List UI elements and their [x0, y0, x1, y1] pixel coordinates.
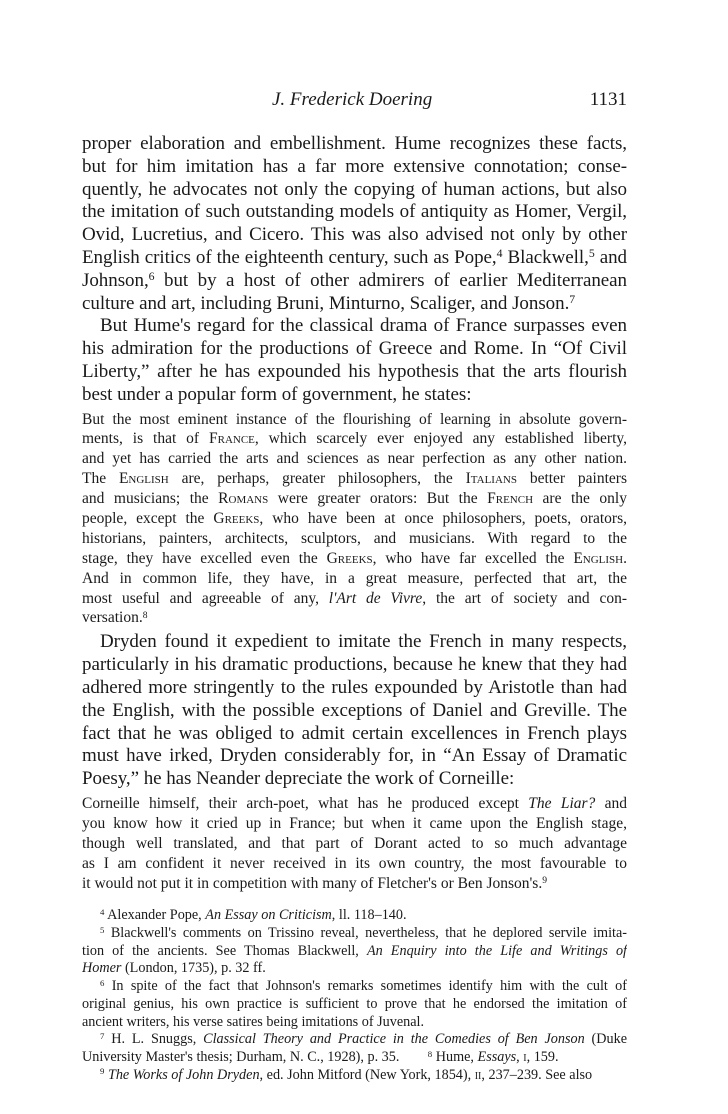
quote-line: The English are, perhaps, greater philosophers, the Italians better painters [82, 470, 627, 488]
footnote-ref: 5 [588, 247, 595, 261]
body-line: fact that he was obliged to admit certain excellences in French plays [82, 722, 627, 744]
block-quote-dryden [82, 794, 627, 893]
body-line: proper elaboration and embellishment. Hume recognizes these facts, [82, 133, 627, 154]
body-line: particularly in his dramatic productions, because he knew that they had [82, 654, 627, 676]
quote-line: Corneille himself, their arch-poet, what has he produced except The Liar? and [82, 794, 627, 812]
body-line: but for him imitation has a far more extensive connotation; conse- [82, 155, 627, 177]
footnote-ref: 9 [542, 874, 548, 886]
footnote-ref: 7 [569, 292, 576, 306]
page-body [82, 133, 627, 1084]
footnote-7: $^7$ H. L. Snuggs, Classical Theory and Practice in the Comedies of Ben Jonson (Duke [100, 1031, 627, 1048]
body-line: must have irked, Dryden considerably for, in “An Essay of Dramatic [82, 745, 627, 767]
footnote-line: ancient writers, his verse satires being imitations of Juvenal. [82, 1013, 424, 1030]
page-number: 1131 [589, 89, 627, 110]
quote-line: And in common life, they have, in a great measure, perfected that art, the [82, 569, 627, 587]
body-line: English critics of the eighteenth century, such as Pope,$^4$ Blackwell,$^5$ and [82, 246, 627, 268]
body-line: culture and art, including Bruni, Minturno, Scaliger, and Jonson.$^7$ [82, 292, 576, 314]
quote-line: historians, painters, architects, sculptors, and musicians. With regard to the [82, 529, 627, 547]
footnote-5: $^5$ Blackwell's comments on Trissino reveal, nevertheless, that he deplored servile imita- [100, 925, 627, 942]
body-line: the English, with the possible exceptions of Daniel and Greville. The [82, 699, 627, 721]
body-line: the imitation of such outstanding models of antiquity as Homer, Vergil, [82, 201, 627, 223]
paragraph-2 [82, 315, 627, 406]
body-line: his admiration for the productions of Greece and Rome. In “Of Civil [82, 338, 627, 360]
block-quote-hume [82, 410, 627, 629]
footnote-ref: 4 [496, 247, 503, 261]
body-line: Poesy,” he has Neander depreciate the work of Corneille: [82, 768, 515, 790]
footnote-4: $^4$ Alexander Pope, An Essay on Criticism, ll. 118–140. [100, 907, 407, 924]
footnote-6: $^6$ In spite of the fact that Johnson's remarks sometimes identify him with the cult of [100, 978, 627, 995]
footnote-9: $^9$ The Works of John Dryden, ed. John Mitford (New York, 1854), ii, 237–239. See also [100, 1066, 593, 1083]
body-line: But Hume's regard for the classical drama of France surpasses even [100, 315, 627, 337]
footnote-ref: 8 [142, 609, 148, 621]
page-header [82, 89, 627, 113]
quote-line: people, except the Greeks, who have been at once philosophers, poets, orators, [82, 510, 627, 528]
quote-line: and yet has carried the arts and sciences as near perfection as any other nation. [82, 450, 627, 468]
body-line: best under a popular form of government, he states: [82, 383, 472, 405]
body-line: Dryden found it expedient to imitate the French in many respects, [100, 631, 627, 653]
quote-line: most useful and agreeable of any, l'Art de Vivre, the art of society and con- [82, 589, 627, 607]
footnote-line: tion of the ancients. See Thomas Blackwell, An Enquiry into the Life and Writings of [82, 942, 627, 959]
body-line: adhered more stringently to the rules expounded by Aristotle than had [82, 676, 627, 698]
quote-line: versation.$^8$ [82, 609, 148, 627]
quote-line: But the most eminent instance of the flourishing of learning in absolute govern- [82, 410, 627, 428]
running-head-author: J. Frederick Doering [272, 89, 433, 110]
footnote-line: original genius, his own practice is sufficient to prove that he endorsed the imitation of [82, 995, 627, 1012]
body-line: Johnson,$^6$ but by a host of other admirers of earlier Mediterranean [82, 269, 627, 291]
quote-line: it would not put it in competition with many of Fletcher's or Ben Jonson's.$^9$ [82, 874, 548, 892]
body-line: Liberty,” after he has expounded his hypothesis that the arts flourish [82, 360, 627, 382]
quote-line: as I am confident it never received in its own country, the most favourable to [82, 854, 627, 872]
footnote-8: 8 [427, 1048, 433, 1059]
body-line: Ovid, Lucretius, and Cicero. This was also advised not only by other [82, 224, 627, 246]
paragraph-3 [82, 631, 627, 791]
footnote-line: Homer (London, 1735), p. 32 ff. [82, 960, 266, 977]
quote-line: ments, is that of France, which scarcely ever enjoyed any established liberty, [82, 430, 627, 448]
footnote-ref: 6 [148, 269, 155, 283]
quote-line: you know how it cried up in France; but when it came upon the English stage, [82, 814, 627, 832]
quote-line: and musicians; the Romans were greater orators: But the French are the only [82, 490, 627, 508]
footnotes [82, 907, 627, 1084]
paragraph-1 [82, 133, 627, 315]
quote-line: though well translated, and that part of Dorant acted to so much advantage [82, 834, 627, 852]
body-line: quently, he advocates not only the copying of human actions, but also [82, 178, 627, 200]
quote-line: stage, they have excelled even the Greeks, who have far excelled the English. [82, 549, 627, 567]
footnote-line: University Master's thesis; Durham, N. C., 1928), p. 35. $^8$ Hume, Essays, i, 159. [82, 1048, 559, 1065]
